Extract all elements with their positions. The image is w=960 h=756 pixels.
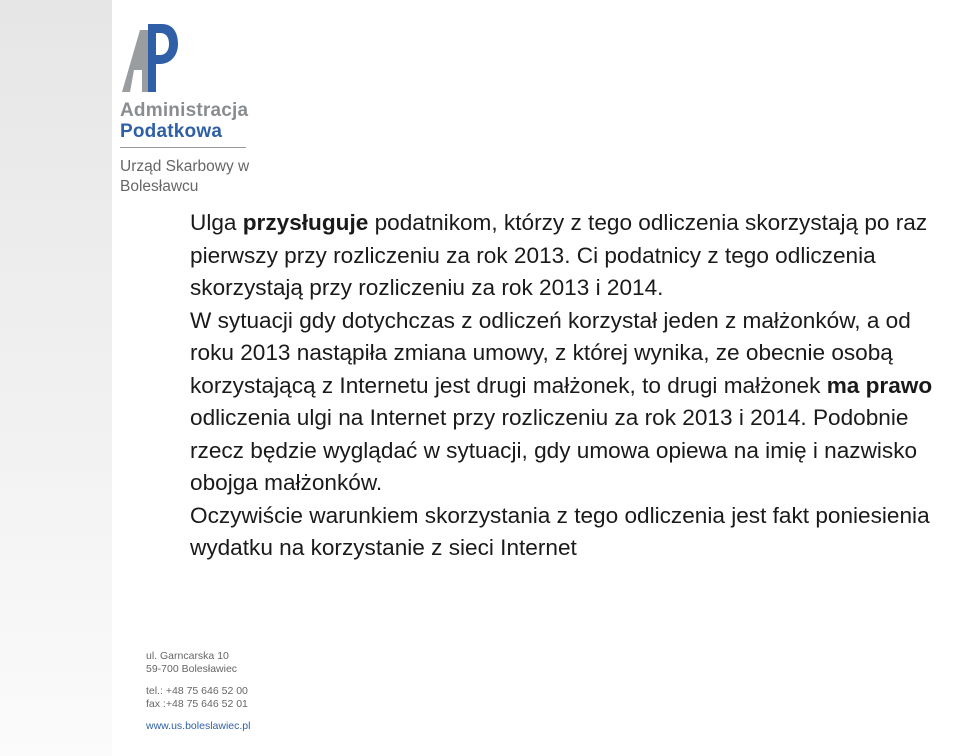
paragraph-spouse-change bbox=[190, 305, 960, 500]
paragraph-2-start: W sytuacji gdy dotychczas z odliczeń korzystał jeden z małżonków, a od roku 2013 nastąpiła zmiana umowy, z której wynika, ze obecnie osobą korzystającą z Internetu jest drugi małżonek, to drugi małżonek bbox=[190, 307, 911, 398]
brand-name-line-1: Administracja bbox=[120, 100, 249, 121]
header-divider bbox=[120, 147, 246, 148]
paragraph-2-bold: ma prawo bbox=[826, 372, 933, 398]
footer-street: ul. Garncarska 10 bbox=[146, 650, 229, 662]
paragraph-2-end: odliczenia ulgi na Internet przy rozliczeniu za rok 2013 i 2014. Podobnie rzecz będzie wyglądać w sytuacji, gdy umowa opiewa na imię i nazwisko obojga małżonków. bbox=[190, 405, 918, 495]
paragraph-1-bold: przysługuje bbox=[242, 210, 369, 235]
footer-address bbox=[146, 650, 237, 676]
sidebar-gradient bbox=[0, 0, 112, 756]
paragraph-condition: Oczywiście warunkiem skorzystania z tego odliczenia jest fakt poniesienia wydatku na korzystanie z sieci Internet bbox=[190, 502, 930, 560]
footer-fax: fax :+48 75 646 52 01 bbox=[146, 698, 248, 710]
office-name-line-2: Bolesławcu bbox=[120, 178, 199, 195]
paragraph-1-start: Ulga bbox=[190, 210, 243, 235]
paragraph-1-end: podatnikom, którzy z tego odliczenia skorzystają po raz pierwszy przy rozliczeniu za rok 2013. Ci podatnicy z tego odliczenia skorzystają przy rozliczeniu za rok 2013 i 2014. bbox=[190, 210, 928, 300]
footer-contact bbox=[146, 685, 248, 711]
footer-postal: 59-700 Bolesławiec bbox=[146, 663, 238, 675]
administracja-podatkowa-logo-icon bbox=[118, 22, 180, 94]
main-content bbox=[190, 207, 960, 565]
footer-website-link[interactable]: www.us.boleslawiec.pl bbox=[146, 720, 251, 732]
office-name bbox=[120, 157, 280, 197]
office-name-line-1: Urząd Skarbowy w bbox=[120, 158, 250, 175]
footer-tel: tel.: +48 75 646 52 00 bbox=[146, 685, 248, 697]
brand-name-line-2: Podatkowa bbox=[120, 121, 223, 142]
paragraph-relief-eligibility bbox=[190, 207, 960, 305]
